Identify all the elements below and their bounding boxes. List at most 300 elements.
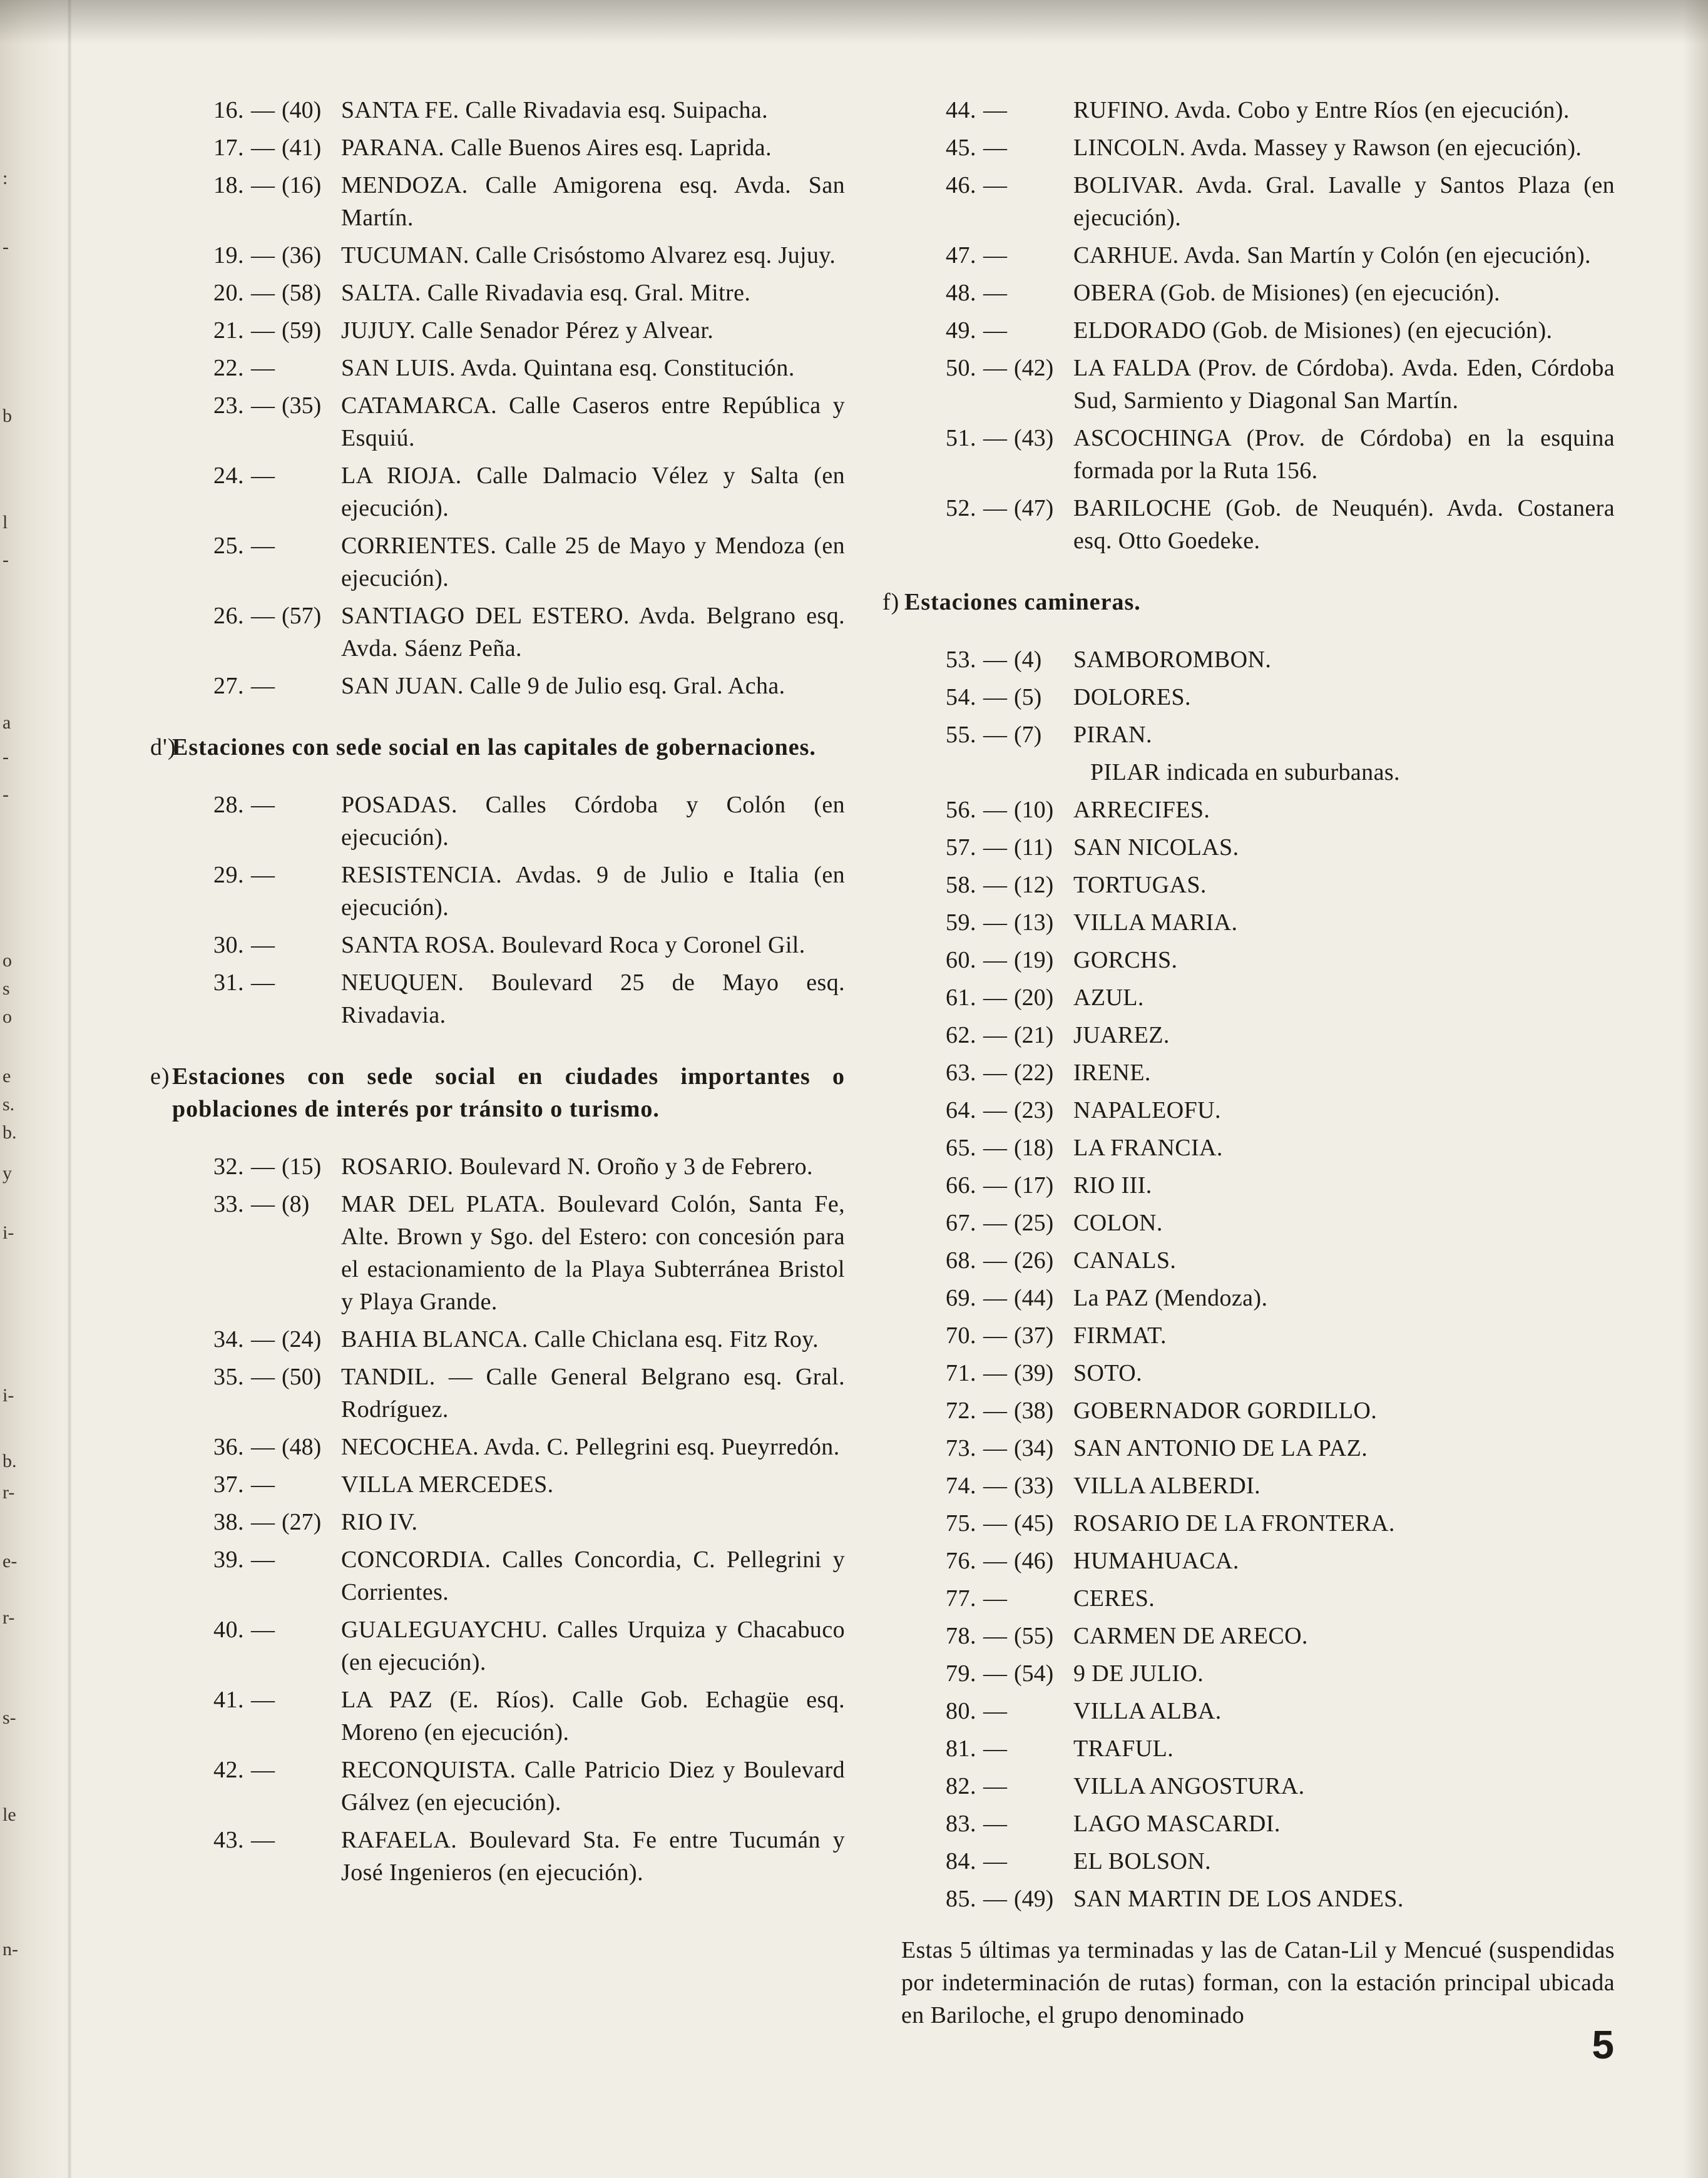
station-entry (901, 1357, 1615, 1389)
entry-number: 73. (946, 1435, 976, 1461)
station-entry (901, 1470, 1615, 1502)
entry-text: SAN ANTONIO DE LA PAZ. (1073, 1435, 1368, 1461)
margin-fragment: b (3, 406, 12, 426)
entries-list-d (169, 789, 845, 1031)
entry-dash: — (983, 1623, 1007, 1649)
station-entry (901, 981, 1615, 1014)
station-entry (901, 1545, 1615, 1577)
entry-number: 63. (946, 1060, 976, 1086)
entry-number: 53. (946, 647, 976, 673)
entry-old-number: (40) (282, 97, 322, 123)
entry-number: 67. (946, 1210, 976, 1236)
entry-text: La PAZ (Mendoza). (1073, 1285, 1268, 1311)
entry-text: SAN LUIS. Avda. Quintana esq. Constitución. (341, 355, 795, 381)
entry-number: 44. (946, 97, 976, 123)
station-entry (901, 794, 1615, 826)
entry-number: 80. (946, 1698, 976, 1724)
entry-dash: — (983, 1548, 1007, 1574)
entry-text: CANALS. (1073, 1247, 1177, 1274)
entry-dash: — (983, 1285, 1007, 1311)
margin-fragment: le (3, 1804, 16, 1825)
section-heading-d (150, 731, 845, 764)
entry-old-number: (25) (1014, 1210, 1054, 1236)
entry-text: PARANA. Calle Buenos Aires esq. Laprida. (341, 135, 772, 161)
entry-old-number: (36) (282, 242, 322, 268)
entry-old-number: (5) (1014, 684, 1042, 710)
entry-number: 45. (946, 135, 976, 161)
entry-dash: — (251, 392, 275, 419)
station-entry (169, 929, 845, 961)
entry-number: 51. (946, 425, 976, 451)
margin-fragment: - (3, 747, 9, 767)
station-entry (901, 718, 1615, 751)
entry-text: ELDORADO (Gob. de Misiones) (en ejecución). (1073, 317, 1553, 344)
station-entry (169, 1824, 845, 1889)
entry-number: 22. (213, 355, 244, 381)
margin-fragment: o (3, 950, 12, 971)
entry-text: JUAREZ. (1073, 1022, 1170, 1048)
station-entry (901, 1132, 1615, 1164)
entry-dash: — (251, 280, 275, 306)
entry-text: TORTUGAS. (1073, 872, 1207, 898)
entry-number: 72. (946, 1398, 976, 1424)
margin-fragment: o (3, 1006, 12, 1027)
closing-paragraph: Estas 5 últimas ya terminadas y las de Catan-Lil y Mencué (suspendidas por indeterminación de rutas) forman, con la estación principal ubicada en Bariloche, el grupo denominado (901, 1937, 1615, 2028)
entry-text: RUFINO. Avda. Cobo y Entre Ríos (en ejecución). (1073, 97, 1570, 123)
entry-old-number: (49) (1014, 1886, 1054, 1912)
station-entry (169, 352, 845, 384)
entry-number: 35. (213, 1364, 244, 1390)
station-entry (901, 1019, 1615, 1051)
entry-old-number: (24) (282, 1326, 322, 1352)
entry-number: 42. (213, 1757, 244, 1783)
margin-fragment: - (3, 237, 9, 257)
entry-text: IRENE. (1073, 1060, 1151, 1086)
entry-number: 50. (946, 355, 976, 381)
entry-dash: — (251, 673, 275, 699)
entry-number: 54. (946, 684, 976, 710)
entry-old-number: (42) (1014, 355, 1054, 381)
entry-text: CORRIENTES. Calle 25 de Mayo y Mendoza (en ejecución). (341, 533, 845, 591)
entry-number: 83. (946, 1811, 976, 1837)
station-entry (901, 94, 1615, 126)
entry-old-number: (48) (282, 1434, 322, 1460)
entry-number: 59. (946, 909, 976, 936)
entry-dash: — (251, 355, 275, 381)
entry-number: 64. (946, 1097, 976, 1123)
entry-number: 55. (946, 722, 976, 748)
station-entry (169, 600, 845, 665)
margin-fragment: - (3, 550, 9, 570)
entry-dash: — (983, 1060, 1007, 1086)
entry-number: 68. (946, 1247, 976, 1274)
station-entry (901, 1695, 1615, 1727)
entry-number: 71. (946, 1360, 976, 1386)
entry-dash: — (983, 722, 1007, 748)
station-entry (169, 1754, 845, 1819)
entry-number: 57. (946, 834, 976, 861)
entry-dash: — (983, 1585, 1007, 1612)
entry-dash: — (983, 1886, 1007, 1912)
entry-text: CARHUE. Avda. San Martín y Colón (en ejecución). (1073, 242, 1591, 268)
entry-number: 75. (946, 1510, 976, 1536)
entry-number: 18. (213, 172, 244, 198)
station-entry (901, 643, 1615, 676)
scan-right-edge (1683, 0, 1708, 2178)
entry-dash: — (251, 172, 275, 198)
entry-dash: — (983, 135, 1007, 161)
entry-dash: — (251, 242, 275, 268)
entry-dash: — (983, 1435, 1007, 1461)
margin-fragment: s. (3, 1094, 15, 1115)
binding-fold (68, 0, 71, 2178)
entry-text: TANDIL. — Calle General Belgrano esq. Gral. Rodríguez. (341, 1364, 845, 1423)
entry-text: COLON. (1073, 1210, 1163, 1236)
entry-text: ARRECIFES. (1073, 797, 1210, 823)
entry-dash: — (983, 1022, 1007, 1048)
entry-text: PIRAN. (1073, 722, 1152, 748)
entry-number: 31. (213, 969, 244, 996)
entries-list-f-continued (901, 794, 1615, 1915)
entry-old-number: (27) (282, 1509, 322, 1535)
entry-text: SANTA FE. Calle Rivadavia esq. Suipacha. (341, 97, 769, 123)
margin-fragment: n- (3, 1939, 18, 1960)
entry-text: GUALEGUAYCHU. Calles Urquiza y Chacabuco (en ejecución). (341, 1617, 845, 1675)
entry-number: 49. (946, 317, 976, 344)
station-entry (901, 169, 1615, 234)
station-entry (169, 314, 845, 347)
entry-old-number: (18) (1014, 1135, 1054, 1161)
entry-dash: — (251, 792, 275, 818)
entry-dash: — (251, 1434, 275, 1460)
entries-list-e (169, 1150, 845, 1889)
station-entry (901, 314, 1615, 347)
entry-dash: — (251, 1364, 275, 1390)
entry-text: TRAFUL. (1073, 1736, 1174, 1762)
station-entry (901, 1883, 1615, 1915)
right-column (882, 94, 1615, 2032)
station-entry (901, 1845, 1615, 1878)
station-entry (169, 1150, 845, 1183)
station-entry (901, 1282, 1615, 1314)
entry-dash: — (983, 425, 1007, 451)
entry-text: ROSARIO DE LA FRONTERA. (1073, 1510, 1395, 1536)
entry-text: SANTA ROSA. Boulevard Roca y Coronel Gil. (341, 932, 805, 958)
entry-old-number: (43) (1014, 425, 1054, 451)
entry-number: 39. (213, 1547, 244, 1573)
entry-old-number: (33) (1014, 1473, 1054, 1499)
entry-dash: — (251, 932, 275, 958)
entry-dash: — (251, 1617, 275, 1643)
entry-text: RIO III. (1073, 1172, 1152, 1199)
station-entry (901, 1207, 1615, 1239)
entry-dash: — (983, 1660, 1007, 1687)
entry-number: 47. (946, 242, 976, 268)
entry-text: VILLA MERCEDES. (341, 1471, 554, 1498)
station-entry (901, 944, 1615, 976)
entry-text: BAHIA BLANCA. Calle Chiclana esq. Fitz Roy. (341, 1326, 819, 1352)
entry-text: AZUL. (1073, 984, 1144, 1011)
station-entry (901, 1732, 1615, 1765)
entry-number: 21. (213, 317, 244, 344)
entry-old-number: (13) (1014, 909, 1054, 936)
entries-list-f (901, 643, 1615, 751)
station-entry (169, 1613, 845, 1679)
station-entry (901, 239, 1615, 272)
entry-number: 77. (946, 1585, 976, 1612)
margin-fragment: b. (3, 1122, 17, 1143)
entry-number: 81. (946, 1736, 976, 1762)
entry-number: 78. (946, 1623, 976, 1649)
entry-text: CARMEN DE ARECO. (1073, 1623, 1308, 1649)
entry-number: 79. (946, 1660, 976, 1687)
entry-text: EL BOLSON. (1073, 1848, 1212, 1874)
entry-number: 40. (213, 1617, 244, 1643)
entry-number: 34. (213, 1326, 244, 1352)
margin-fragment: l (3, 512, 8, 533)
entry-old-number: (8) (282, 1191, 310, 1217)
entry-number: 84. (946, 1848, 976, 1874)
entry-text: LINCOLN. Avda. Massey y Rawson (en ejecución). (1073, 135, 1582, 161)
entry-old-number: (15) (282, 1153, 322, 1180)
entry-dash: — (983, 1398, 1007, 1424)
section-heading-e (150, 1060, 845, 1125)
station-entry (901, 492, 1615, 557)
entry-old-number: (44) (1014, 1285, 1054, 1311)
entry-old-number: (38) (1014, 1398, 1054, 1424)
station-entry (901, 422, 1615, 487)
entry-number: 36. (213, 1434, 244, 1460)
entry-number: 60. (946, 947, 976, 973)
entry-dash: — (983, 1322, 1007, 1349)
entry-text: SALTA. Calle Rivadavia esq. Gral. Mitre. (341, 280, 751, 306)
entry-old-number: (55) (1014, 1623, 1054, 1649)
entry-number: 70. (946, 1322, 976, 1349)
entry-dash: — (251, 1547, 275, 1573)
entry-number: 19. (213, 242, 244, 268)
entry-text: RAFAELA. Boulevard Sta. Fe entre Tucumán y José Ingenieros (en ejecución). (341, 1827, 845, 1886)
entry-text: FIRMAT. (1073, 1322, 1167, 1349)
entry-dash: — (983, 1811, 1007, 1837)
station-entry (901, 1169, 1615, 1202)
station-entry (169, 131, 845, 164)
entry-number: 17. (213, 135, 244, 161)
entry-dash: — (983, 872, 1007, 898)
entry-dash: — (983, 317, 1007, 344)
entry-dash: — (251, 135, 275, 161)
entry-dash: — (983, 1473, 1007, 1499)
entry-old-number: (22) (1014, 1060, 1054, 1086)
entry-number: 61. (946, 984, 976, 1011)
entry-number: 16. (213, 97, 244, 123)
entry-text: RECONQUISTA. Calle Patricio Diez y Boulevard Gálvez (en ejecución). (341, 1757, 845, 1816)
station-entry (169, 1543, 845, 1608)
entry-number: 66. (946, 1172, 976, 1199)
entry-old-number: (37) (1014, 1322, 1054, 1349)
station-entry (169, 1684, 845, 1749)
entry-text: MENDOZA. Calle Amigorena esq. Avda. San Martín. (341, 172, 845, 231)
entry-old-number: (10) (1014, 797, 1054, 823)
entry-number: 32. (213, 1153, 244, 1180)
station-entry (169, 239, 845, 272)
station-entry (901, 1319, 1615, 1352)
station-entry (901, 1770, 1615, 1802)
entry-text: GOBERNADOR GORDILLO. (1073, 1398, 1378, 1424)
entry-dash: — (983, 947, 1007, 973)
entry-dash: — (251, 463, 275, 489)
entry-number: 48. (946, 280, 976, 306)
station-entry (901, 906, 1615, 939)
entry-old-number: (26) (1014, 1247, 1054, 1274)
entry-dash: — (983, 1172, 1007, 1199)
margin-fragment: a (3, 712, 11, 733)
station-entry (169, 389, 845, 454)
entry-number: 41. (213, 1687, 244, 1713)
entry-text: POSADAS. Calles Córdoba y Colón (en ejecución). (341, 792, 845, 851)
entry-number: 24. (213, 463, 244, 489)
entry-old-number: (7) (1014, 722, 1042, 748)
entry-dash: — (983, 1097, 1007, 1123)
entry-dash: — (251, 1687, 275, 1713)
entry-dash: — (983, 1210, 1007, 1236)
margin-fragment: b. (3, 1451, 17, 1471)
station-entry (169, 529, 845, 595)
margin-fragment: e (3, 1066, 11, 1086)
entry-old-number: (54) (1014, 1660, 1054, 1687)
scan-top-shadow (0, 0, 1708, 44)
entry-dash: — (983, 172, 1007, 198)
entry-text: VILLA ALBA. (1073, 1698, 1222, 1724)
entry-text: VILLA ALBERDI. (1073, 1473, 1261, 1499)
entry-number: 33. (213, 1191, 244, 1217)
entry-number: 25. (213, 533, 244, 559)
entry-text: SAMBOROMBON. (1073, 647, 1272, 673)
entry-old-number: (17) (1014, 1172, 1054, 1199)
entry-old-number: (59) (282, 317, 322, 344)
entry-old-number: (20) (1014, 984, 1054, 1011)
entry-number: 28. (213, 792, 244, 818)
entry-dash: — (983, 495, 1007, 521)
station-entry (169, 1431, 845, 1463)
pilar-note: PILAR indicada en suburbanas. (1090, 759, 1400, 785)
station-entry (901, 1432, 1615, 1465)
entry-text: 9 DE JULIO. (1073, 1660, 1204, 1687)
station-entry (901, 1394, 1615, 1427)
entry-text: TUCUMAN. Calle Crisóstomo Alvarez esq. Jujuy. (341, 242, 836, 268)
entry-dash: — (983, 647, 1007, 673)
entry-dash: — (251, 1827, 275, 1853)
entry-old-number: (19) (1014, 947, 1054, 973)
entry-text: LA PAZ (E. Ríos). Calle Gob. Echagüe esq. Moreno (en ejecución). (341, 1687, 845, 1746)
entry-text: VILLA ANGOSTURA. (1073, 1773, 1305, 1799)
entry-text: ASCOCHINGA (Prov. de Córdoba) en la esquina formada por la Ruta 156. (1073, 425, 1615, 484)
entry-dash: — (251, 1509, 275, 1535)
margin-fragment: r- (3, 1482, 15, 1503)
station-entry (901, 131, 1615, 164)
section-heading-f (882, 586, 1615, 618)
entry-text: RIO IV. (341, 1509, 418, 1535)
entry-text: JUJUY. Calle Senador Pérez y Alvear. (341, 317, 714, 344)
section-title: Estaciones camineras. (904, 589, 1141, 615)
entry-text: MAR DEL PLATA. Boulevard Colón, Santa Fe, Alte. Brown y Sgo. del Estero: con concesión para el estacionamiento de la Playa Subterránea Bristol y Playa Grande. (341, 1191, 845, 1315)
left-column (150, 94, 845, 1894)
entry-old-number: (50) (282, 1364, 322, 1390)
entry-text: LA RIOJA. Calle Dalmacio Vélez y Salta (en ejecución). (341, 463, 845, 521)
margin-fragment: : (3, 168, 8, 188)
station-entry (169, 169, 845, 234)
entry-dash: — (251, 603, 275, 629)
entry-old-number: (58) (282, 280, 322, 306)
entry-number: 37. (213, 1471, 244, 1498)
entry-text: SANTIAGO DEL ESTERO. Avda. Belgrano esq. Avda. Sáenz Peña. (341, 603, 845, 662)
entry-dash: — (983, 1360, 1007, 1386)
entry-dash: — (983, 684, 1007, 710)
entry-dash: — (983, 1736, 1007, 1762)
station-entry (169, 670, 845, 702)
entry-text: CATAMARCA. Calle Caseros entre República y Esquiú. (341, 392, 845, 451)
entry-dash: — (983, 834, 1007, 861)
section-title: Estaciones con sede social en ciudades importantes o poblaciones de interés por tránsito o turismo. (172, 1063, 845, 1122)
entry-number: 46. (946, 172, 976, 198)
entry-number: 76. (946, 1548, 976, 1574)
entry-number: 65. (946, 1135, 976, 1161)
entry-number: 27. (213, 673, 244, 699)
margin-fragment: - (3, 784, 9, 805)
entry-text: DOLORES. (1073, 684, 1191, 710)
page-number: 5 (1592, 2022, 1614, 2067)
entries-list-e-continued (901, 94, 1615, 557)
entry-old-number: (46) (1014, 1548, 1054, 1574)
station-entry (901, 1056, 1615, 1089)
station-entry (169, 1468, 845, 1501)
station-entry (169, 277, 845, 309)
entry-text: ROSARIO. Boulevard N. Oroño y 3 de Febrero. (341, 1153, 813, 1180)
entries-list-c (169, 94, 845, 702)
station-entry (169, 1188, 845, 1318)
entry-text: SOTO. (1073, 1360, 1143, 1386)
entry-old-number: (4) (1014, 647, 1042, 673)
entry-text: BOLIVAR. Avda. Gral. Lavalle y Santos Plaza (en ejecución). (1073, 172, 1615, 231)
station-entry (169, 789, 845, 854)
station-entry (169, 966, 845, 1031)
entry-number: 82. (946, 1773, 976, 1799)
entry-dash: — (983, 97, 1007, 123)
entry-old-number: (16) (282, 172, 322, 198)
entry-dash: — (983, 280, 1007, 306)
station-entry (901, 352, 1615, 417)
entry-number: 62. (946, 1022, 976, 1048)
margin-fragment: i- (3, 1222, 14, 1243)
station-entry (901, 681, 1615, 713)
entry-dash: — (251, 97, 275, 123)
entry-old-number: (12) (1014, 872, 1054, 898)
station-entry (169, 1361, 845, 1426)
entry-text: NAPALEOFU. (1073, 1097, 1221, 1123)
entry-old-number: (45) (1014, 1510, 1054, 1536)
section-title: Estaciones con sede social en las capitales de gobernaciones. (172, 734, 816, 760)
station-entry (901, 831, 1615, 864)
entry-dash: — (251, 1191, 275, 1217)
section-label: e) (150, 1063, 170, 1090)
entry-dash: — (251, 1471, 275, 1498)
entry-dash: — (983, 909, 1007, 936)
entry-text: OBERA (Gob. de Misiones) (en ejecución). (1073, 280, 1500, 306)
entry-text: LA FALDA (Prov. de Córdoba). Avda. Eden, Córdoba Sud, Sarmiento y Diagonal San Martín. (1073, 355, 1615, 414)
entry-text: GORCHS. (1073, 947, 1178, 973)
previous-page-margin (0, 0, 25, 2178)
entry-number: 20. (213, 280, 244, 306)
entry-old-number: (57) (282, 603, 322, 629)
